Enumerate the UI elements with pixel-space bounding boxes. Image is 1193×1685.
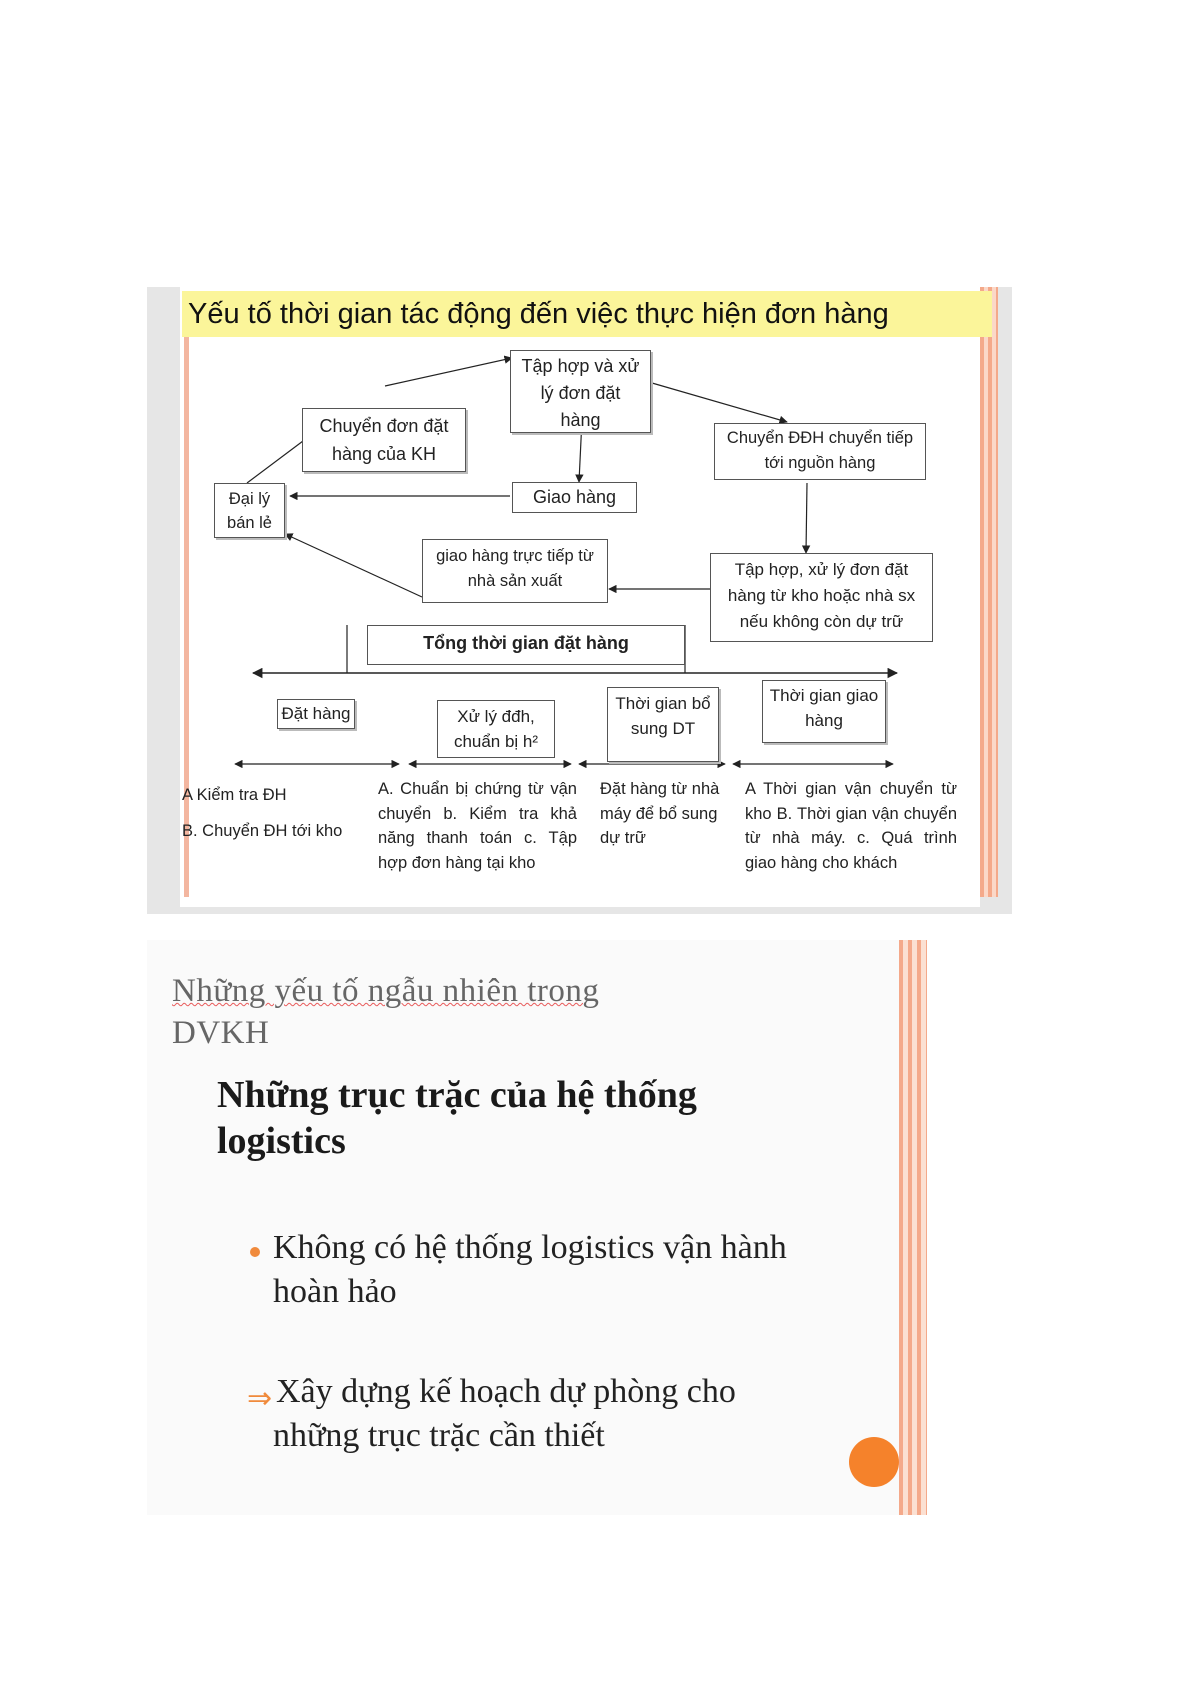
arrow-giao-truc-tiep-to-dai-ly (285, 534, 422, 597)
slide-subtitle: Những trục trặc của hệ thống logistics (217, 1074, 697, 1162)
slide-order-time-diagram (147, 287, 1012, 914)
box-bo-sung-dt: Thời gian bổ sung DT (607, 687, 719, 762)
note-col-3: Đặt hàng từ nhà máy để bổ sung dự trữ (600, 780, 720, 847)
implies-arrow-icon: ⇒ (247, 1381, 273, 1416)
box-tap-hop-xu-ly: Tập hợp và xử lý đơn đặt hàng (510, 350, 651, 433)
arrow-tap-hop-to-chuyen-ddh (652, 383, 787, 422)
bullet-dot-icon (250, 1247, 260, 1257)
decorative-circle-icon (849, 1437, 899, 1487)
arrow-chuyen-ddh-to-tap-hop-kho (806, 483, 807, 553)
box-tong-thoi-gian: Tổng thời gian đặt hàng (367, 625, 685, 665)
box-tap-hop-kho: Tập hợp, xử lý đơn đặt hàng từ kho hoặc nhà sx nếu không còn dự trữ (710, 553, 933, 642)
box-giao-hang-truc-tiep: giao hàng trực tiếp từ nhà sản xuất (422, 539, 608, 603)
line-dai-ly-to-chuyen-don (247, 438, 307, 483)
note-col-4: A Thời gian vận chuyển từ kho B. Thời gian vận chuyển từ nhà máy. c. Quá trình giao hàng cho khách (745, 780, 957, 872)
box-xu-ly-ddh: Xử lý đđh, chuẩn bị h² (437, 700, 555, 758)
slide-title: Yếu tố thời gian tác động đến việc thực hiện đơn hàng (182, 291, 992, 337)
box-giao-hang: Giao hàng (512, 482, 637, 513)
box-dat-hang: Đặt hàng (277, 699, 355, 729)
note-col-1: A Kiểm tra ĐH B. Chuyển ĐH tới kho (182, 786, 343, 840)
box-chuyen-ddh-nguon: Chuyển ĐĐH chuyển tiếp tới nguồn hàng (714, 423, 926, 480)
slide-random-factors (147, 940, 927, 1515)
bullet-item-1: Không có hệ thống logistics vận hành hoàn hảo (273, 1229, 787, 1310)
box-thoi-gian-giao-hang: Thời gian giao hàng (762, 680, 886, 743)
slide-heading: Những yếu tố ngẫu nhiên trong DVKH (172, 973, 600, 1051)
note-col-2: A. Chuẩn bị chứng từ vận chuyển b. Kiểm tra khả năng thanh toán c. Tập hợp đơn hàng tại kho (378, 780, 577, 872)
bullet-item-2: Xây dựng kế hoạch dự phòng cho những trục trặc cần thiết (273, 1373, 736, 1454)
box-dai-ly-ban-le: Đại lý bán lẻ (214, 483, 285, 538)
box-chuyen-don-kh: Chuyển đơn đặt hàng của KH (302, 408, 466, 472)
arrow-chuyen-don-to-tap-hop (385, 358, 512, 386)
